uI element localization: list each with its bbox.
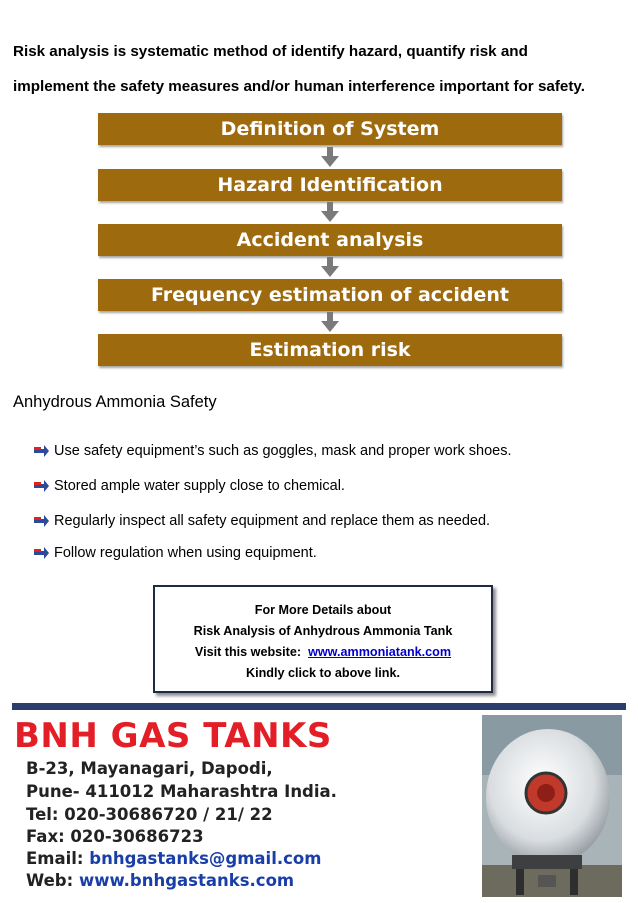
down-arrow-icon: [319, 312, 341, 334]
flow-step-accident-analysis: Accident analysis: [98, 224, 562, 256]
ammoniatank-link[interactable]: www.ammoniatank.com: [308, 645, 452, 659]
email-line: [26, 849, 321, 868]
infobox-line-1: For More Details about: [254, 603, 392, 617]
intro-paragraph: [13, 34, 625, 104]
list-item-text: Follow regulation when using equipment.: [54, 545, 317, 561]
email-label: Email:: [26, 849, 84, 868]
telephone: Tel: 020-30686720 / 21/ 22: [26, 805, 273, 824]
intro-line-1: Risk analysis is systematic method of identify hazard, quantify risk and: [13, 43, 528, 60]
list-item: [33, 510, 490, 532]
infobox-line-2: Risk Analysis of Anhydrous Ammonia Tank: [193, 624, 453, 638]
down-arrow-icon: [319, 257, 341, 279]
flow-step-estimation-risk: Estimation risk: [98, 334, 562, 366]
tank-photo: [482, 715, 622, 897]
bullet-arrow-icon: [33, 545, 50, 561]
list-item: [33, 440, 512, 462]
down-arrow-icon: [319, 147, 341, 169]
list-item-text: Use safety equipment’s such as goggles, mask and proper work shoes.: [54, 443, 512, 459]
bullet-arrow-icon: [33, 478, 50, 494]
flow-step-frequency-estimation: Frequency estimation of accident: [98, 279, 562, 311]
email-link[interactable]: bnhgastanks@gmail.com: [89, 849, 322, 868]
more-details-box: [153, 585, 493, 693]
section-title: Anhydrous Ammonia Safety: [13, 393, 217, 411]
fax: Fax: 020-30686723: [26, 827, 204, 846]
bullet-arrow-icon: [33, 513, 50, 529]
address-line-2: Pune- 411012 Maharashtra India.: [26, 782, 337, 801]
bullet-arrow-icon: [33, 443, 50, 459]
intro-line-2: implement the safety measures and/or human interference important for safety.: [13, 78, 585, 95]
list-item-text: Stored ample water supply close to chemical.: [54, 478, 345, 494]
list-item: [33, 542, 317, 564]
flow-step-definition-of-system: Definition of System: [98, 113, 562, 145]
list-item-text: Regularly inspect all safety equipment and replace them as needed.: [54, 513, 491, 529]
down-arrow-icon: [319, 202, 341, 224]
address-line-1: B-23, Mayanagari, Dapodi,: [26, 759, 273, 778]
list-item: [33, 475, 345, 497]
infobox-visit-line: [155, 642, 491, 663]
web-label: Web:: [26, 871, 74, 890]
divider: [12, 703, 626, 710]
visit-label: Visit this website:: [194, 645, 302, 659]
website-link[interactable]: www.bnhgastanks.com: [78, 871, 295, 890]
company-name: BNH GAS TANKS: [14, 716, 332, 756]
infobox-line-4: Kindly click to above link.: [246, 666, 400, 680]
web-line: [26, 871, 294, 890]
flow-step-hazard-identification: Hazard Identification: [98, 169, 562, 201]
